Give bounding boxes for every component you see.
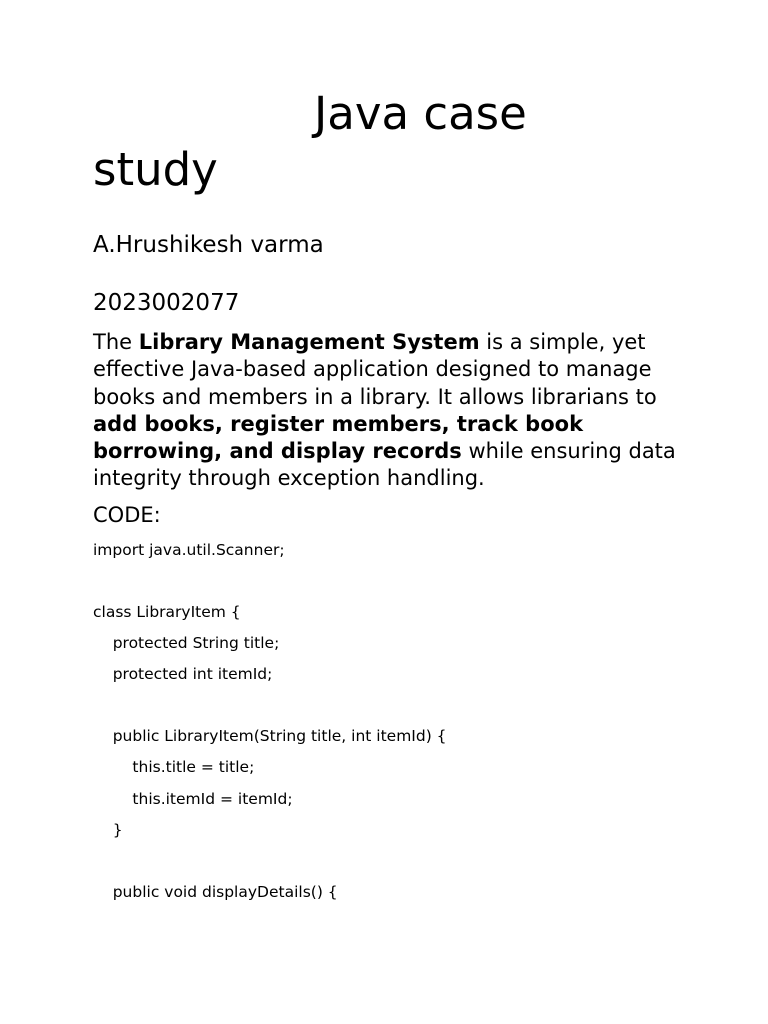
intro-paragraph [93,329,683,493]
code-line: protected int itemId; [93,665,273,684]
document-page [93,86,683,912]
code-line: } [93,820,123,839]
intro-text-1: The [93,330,139,354]
code-line: this.itemId = itemId; [93,789,293,808]
code-line: protected String title; [93,634,280,653]
title-line-1: Java case [314,87,527,140]
document-title [93,86,683,198]
code-line: import java.util.Scanner; [93,540,285,559]
code-line: public LibraryItem(String title, int itemId) { [93,727,447,746]
code-line [93,570,683,601]
intro-bold-2: add books, register members, track book borrowing, and display records [93,411,584,464]
code-line [93,694,683,725]
code-line: public void displayDetails() { [93,882,338,901]
code-line: class LibraryItem { [93,602,241,621]
title-line-2: study [93,143,218,196]
intro-text-2: is a simple, yet effective Java-based application designed to manage books and members in a library. It allows librarians to [93,330,657,409]
roll-number: 2023002077 [93,290,240,316]
code-line: this.title = title; [93,758,255,777]
intro-text-3: while ensuring data integrity through exception handling. [93,439,676,491]
code-block [93,539,683,912]
intro-bold-1: Library Management System [138,330,480,354]
code-heading: CODE: [93,502,161,527]
code-line [93,850,683,881]
author-name: A.Hrushikesh varma [93,232,324,258]
